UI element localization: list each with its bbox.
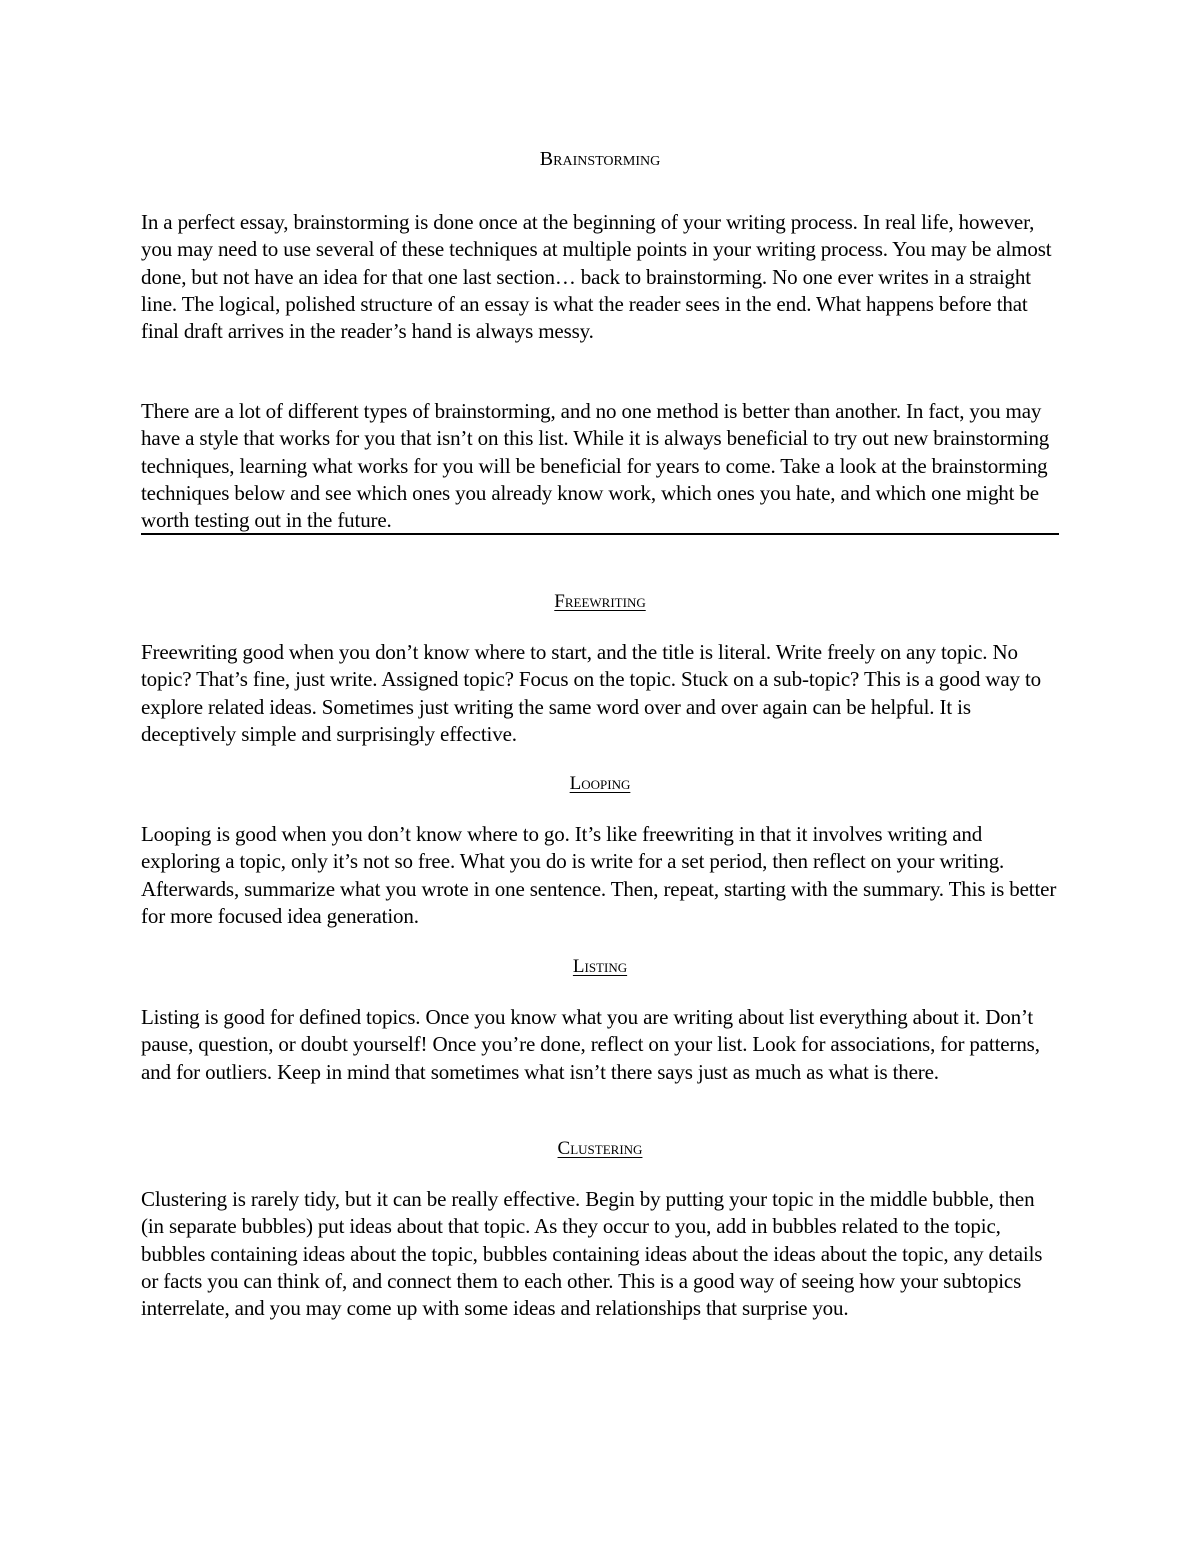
document-title: Brainstorming [539, 148, 661, 170]
section-heading-freewriting [141, 589, 1059, 615]
section-heading-clustering [141, 1136, 1059, 1162]
section-divider [141, 533, 1059, 535]
section-body-freewriting: Freewriting good when you don’t know where to start, and the title is literal. Write freely on any topic. No topic? That’s fine, just write. Assigned topic? Focus on the topic. Stuck on a sub-topic? This is a good way to explore related ideas. Sometimes just writing the same word over and over again can be helpful. It is deceptively simple and surprisingly effective. [141, 640, 1042, 746]
section-body-clustering: Clustering is rarely tidy, but it can be really effective. Begin by putting your topic in the middle bubble, then (in separate bubbles) put ideas about that topic. As they occur to you, add in bubbles related to the topic, bubbles containing ideas about the topic, bubbles containing ideas about the ideas about the topic, any details or facts you can think of, and connect them to each other. This is a good way of seeing how your subtopics interrelate, and you may come up with some ideas and relationships that surprise you. [141, 1187, 1043, 1321]
section-heading-label: Listing [572, 956, 628, 977]
section-heading-label: Freewriting [554, 591, 646, 612]
intro-paragraph: In a perfect essay, brainstorming is done once at the beginning of your writing process. In real life, however, you may need to use several of these techniques at multiple points in your writing process. You may be almost done, but not have an idea for that one last section… back to brainstorming. No one ever writes in a straight line. The logical, polished structure of an essay is what the reader sees in the end. What happens before that final draft arrives in the reader’s hand is always messy. [141, 210, 1052, 344]
section-heading-listing [141, 954, 1059, 980]
section-heading-label: Looping [569, 773, 631, 794]
section-heading-label: Clustering [557, 1138, 643, 1159]
section-heading-looping [141, 771, 1059, 797]
section-body-listing: Listing is good for defined topics. Once you know what you are writing about list everything about it. Don’t pause, question, or doubt yourself! Once you’re done, reflect on your list. Look for associations, for patterns, and for outliers. Keep in mind that sometimes what isn’t there says just as much as what is there. [141, 1005, 1040, 1084]
intro-paragraph: There are a lot of different types of brainstorming, and no one method is better than another. In fact, you may have a style that works for you that isn’t on this list. While it is always beneficial to try out new brainstorming techniques, learning what works for you will be beneficial for years to come. Take a look at the brainstorming techniques below and see which ones you already know work, which ones you hate, and which one might be worth testing out in the future. [141, 399, 1050, 533]
section-body-looping: Looping is good when you don’t know where to go. It’s like freewriting in that it involves writing and exploring a topic, only it’s not so free. What you do is write for a set period, then reflect on your writing. Afterwards, summarize what you wrote in one sentence. Then, repeat, starting with the summary. This is better for more focused idea generation. [141, 822, 1057, 928]
